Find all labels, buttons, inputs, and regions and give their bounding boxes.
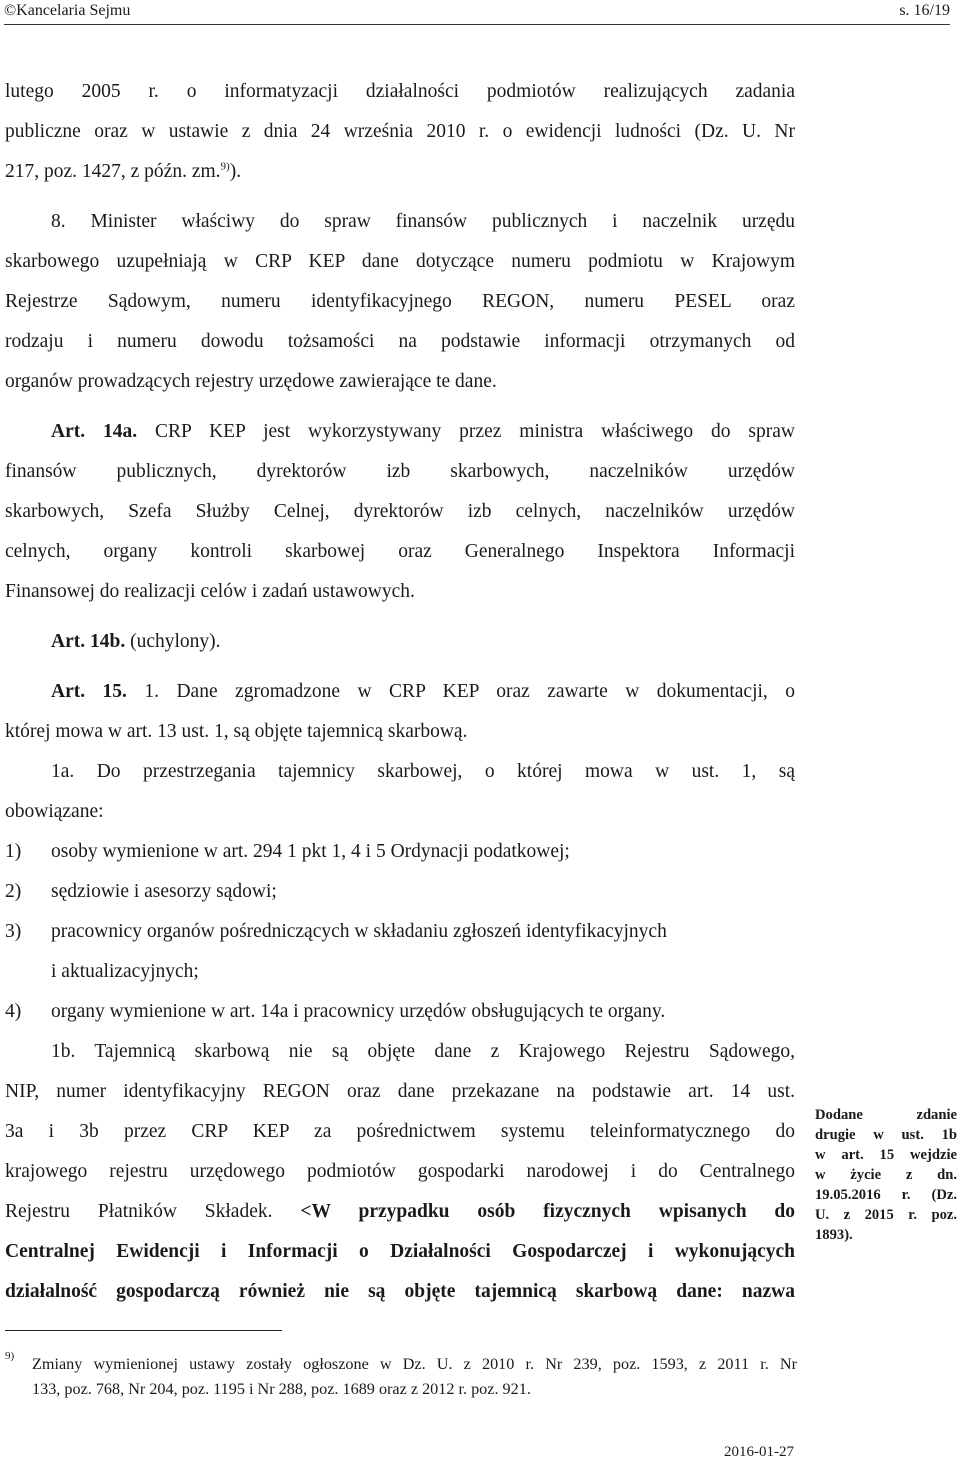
paragraph-8-line: rodzaju i numeru dowodu tożsamości na podstawie informacji otrzymanych od [5, 331, 795, 352]
article-14a-line: celnych, organy kontroli skarbowej oraz Generalnego Inspektora Informacji [5, 541, 795, 562]
article-15-line: Art. 15. 1. Dane zgromadzone w CRP KEP oraz zawarte w dokumentacji, o [51, 681, 795, 702]
footnote-mark: 9) [5, 1350, 15, 1362]
amendment-text: <W przypadku osób fizycznych wpisanych do [300, 1201, 795, 1222]
article-15-line: 1a. Do przestrzegania tajemnicy skarbowej, o której mowa w ust. 1, są [51, 761, 795, 782]
amendment-text: Centralnej Ewidencji i Informacji o Działalności Gospodarczej i wykonujących [5, 1241, 795, 1262]
footnote-line: 133, poz. 768, Nr 204, poz. 1195 i Nr 288, poz. 1689 oraz z 2012 r. poz. 921. [32, 1380, 531, 1398]
paragraph-8-line: skarbowego uzupełniają w CRP KEP dane dotyczące numeru podmiotu w Krajowym [5, 251, 795, 272]
text-line: publiczne oraz w ustawie z dnia 24 września 2010 r. o ewidencji ludności (Dz. U. Nr [5, 121, 795, 142]
article-14a-line: finansów publicznych, dyrektorów izb skarbowych, naczelników urzędów [5, 461, 795, 482]
article-15-heading: Art. 15. [51, 681, 127, 702]
document-body [5, 72, 795, 1312]
article-15-line: obowiązane: [5, 801, 104, 822]
article-14a-line: skarbowych, Szefa Służby Celnej, dyrektorów izb celnych, naczelników urzędów [5, 501, 795, 522]
list-item: 1) osoby wymienione w art. 294 1 pkt 1, 4 i 5 Ordynacji podatkowej; [5, 841, 570, 862]
list-item: 2) sędziowie i asesorzy sądowi; [5, 881, 277, 902]
article-14a-line: Finansowej do realizacji celów i zadań ustawowych. [5, 581, 415, 602]
list-item-continuation: i aktualizacyjnych; [51, 961, 199, 982]
paragraph-8-line: organów prowadzących rejestry urzędowe zawierające te dane. [5, 371, 497, 392]
list-item: 3) pracownicy organów pośredniczących w składaniu zgłoszeń identyfikacyjnych [5, 921, 667, 942]
article-15-line: Rejestru Płatników Składek. <W przypadku osób fizycznych wpisanych do [5, 1201, 795, 1222]
paragraph-8-line: 8. Minister właściwy do spraw finansów publicznych i naczelnik urzędu [51, 211, 795, 232]
document-date: 2016-01-27 [724, 1444, 794, 1460]
paragraph-8-line: Rejestrze Sądowym, numeru identyfikacyjnego REGON, numeru PESEL oraz [5, 291, 795, 312]
header-divider [4, 24, 950, 25]
footnote-line: Zmiany wymienionej ustawy zostały ogłoszone w Dz. U. z 2010 r. Nr 239, poz. 1593, z 2011 r. Nr [32, 1355, 797, 1373]
amendment-text: działalność gospodarczą również nie są objęte tajemnicą skarbową dane: nazwa [5, 1281, 795, 1302]
article-14b-line: Art. 14b. (uchylony). [51, 631, 221, 652]
article-15-line: krajowego rejestru urzędowego podmiotów gospodarki narodowej i do Centralnego [5, 1161, 795, 1182]
article-15-line: 3a i 3b przez CRP KEP za pośrednictwem systemu teleinformatycznego do [5, 1121, 795, 1142]
article-15-line: 1b. Tajemnicą skarbową nie są objęte dane z Krajowego Rejestru Sądowego, [51, 1041, 795, 1062]
footnote-ref: 9) [220, 160, 230, 173]
header-copyright: ©Kancelaria Sejmu [4, 2, 131, 19]
article-15-line: NIP, numer identyfikacyjny REGON oraz dane przekazane na podstawie art. 14 ust. [5, 1081, 795, 1102]
list-item: 4) organy wymienione w art. 14a i pracownicy urzędów obsługujących te organy. [5, 1001, 666, 1022]
page-header [4, 0, 950, 24]
text-line: lutego 2005 r. o informatyzacji działalności podmiotów realizujących zadania [5, 81, 795, 102]
footnote-divider [5, 1330, 282, 1331]
margin-note: Dodane zdanie drugie w ust. 1b w art. 15 wejdzie w życie z dn. 19.05.2016 r. (Dz. U. z 2015 r. poz. 1893). [815, 1107, 957, 1243]
article-14a-line: Art. 14a. CRP KEP jest wykorzystywany przez ministra właściwego do spraw [51, 421, 795, 442]
article-14a-heading: Art. 14a. [51, 421, 138, 442]
footnote [5, 1352, 797, 1402]
text-line: 217, poz. 1427, z późn. zm.$^{9)}$). [5, 160, 242, 182]
article-15-line: której mowa w art. 13 ust. 1, są objęte tajemnicą skarbową. [5, 721, 468, 742]
article-14b-heading: Art. 14b. [51, 631, 126, 652]
header-page-number: s. 16/19 [899, 2, 950, 19]
